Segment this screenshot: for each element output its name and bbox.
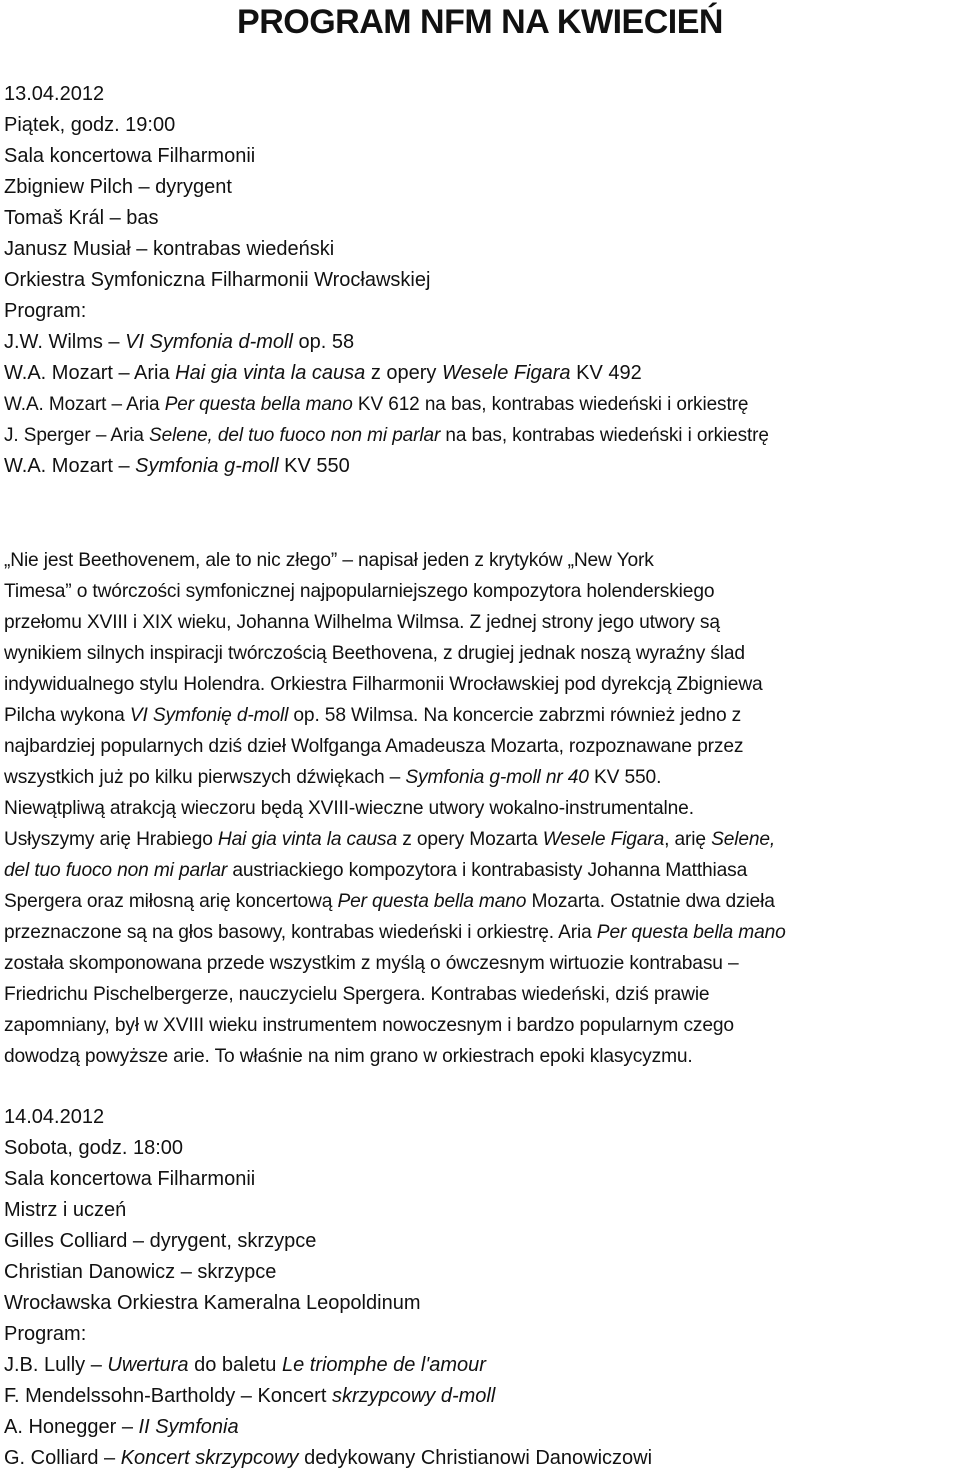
italic-run: Hai gia vinta la causa: [217, 829, 398, 850]
description-line: [4, 576, 959, 607]
text-run: przeznaczone są na głos basowy, kontrabas wiedeński i orkiestrę. Aria: [4, 922, 597, 943]
description-line: [4, 1041, 959, 1072]
event1-program-item: W.A. Mozart – Symfonia g-moll KV 550: [4, 455, 350, 477]
event2-venue: Sala koncertowa Filharmonii: [4, 1168, 256, 1190]
event2-program-item: A. Honegger – II Symfonia: [4, 1416, 239, 1438]
description-line: [4, 638, 959, 669]
description-line: [4, 731, 959, 762]
text-run: austriackiego kompozytora i kontrabasisty Johanna Matthiasa: [227, 860, 748, 881]
text-run: Friedrichu Pischelbergerze, nauczycielu Spergera. Kontrabas wiedeński, dziś prawie: [4, 984, 710, 1005]
event2-day-time: Sobota, godz. 18:00: [4, 1137, 184, 1159]
event1-performer: Zbigniew Pilch – dyrygent: [4, 176, 232, 198]
text-run: indywidualnego stylu Holendra. Orkiestra Filharmonii Wrocławskiej pod dyrekcją Zbigniewa: [4, 674, 763, 695]
text-run: Mozarta. Ostatnie dwa dzieła: [526, 891, 775, 912]
event1-description: [4, 545, 959, 1072]
event2-series: Mistrz i uczeń: [4, 1199, 127, 1221]
text-run: przełomu XVIII i XIX wieku, Johanna Wilhelma Wilmsa. Z jednej strony jego utwory są: [4, 612, 720, 633]
description-line: [4, 824, 959, 855]
event1-day-time: Piątek, godz. 19:00: [4, 114, 176, 136]
event1-date: 13.04.2012: [4, 83, 105, 105]
italic-run: Wesele Figara: [542, 829, 665, 850]
italic-run: del tuo fuoco non mi parlar: [4, 860, 228, 881]
italic-run: Symfonia g-moll nr 40: [405, 767, 589, 788]
event2-program-label: Program:: [4, 1323, 87, 1345]
event1-program-label: Program:: [4, 300, 87, 322]
event1-venue: Sala koncertowa Filharmonii: [4, 145, 256, 167]
text-run: Pilcha wykona: [4, 705, 130, 726]
italic-run: Per questa bella mano: [596, 922, 786, 943]
text-run: z opery Mozarta: [397, 829, 543, 850]
text-run: zapomniany, był w XVIII wieku instrumentem nowoczesnym i bardzo popularnym czego: [4, 1015, 734, 1036]
description-line: [4, 669, 959, 700]
text-run: op. 58 Wilmsa. Na koncercie zabrzmi również jedno z: [288, 705, 742, 726]
event1-program-item: W.A. Mozart – Aria Hai gia vinta la causa z opery Wesele Figara KV 492: [4, 362, 642, 384]
text-run: wynikiem silnych inspiracji twórczością Beethovena, z drugiej jednak noszą wyraźny ślad: [4, 643, 745, 664]
text-run: Timesa” o twórczości symfonicznej najpopularniejszego kompozytora holenderskiego: [4, 581, 715, 602]
italic-run: Selene,: [711, 829, 776, 850]
description-line: [4, 979, 959, 1010]
page-title: PROGRAM NFM NA KWIECIEŃ: [237, 3, 723, 41]
description-line: [4, 700, 959, 731]
event1-program-item: J.W. Wilms – VI Symfonia d-moll op. 58: [4, 331, 355, 353]
italic-run: VI Symfonię d-moll: [129, 705, 289, 726]
event2-program-item: G. Colliard – Koncert skrzypcowy dedykowany Christianowi Danowiczowi: [4, 1447, 653, 1469]
event2-program-item: J.B. Lully – Uwertura do baletu Le triomphe de l'amour: [4, 1354, 486, 1376]
event2-block: [4, 1102, 959, 1474]
text-run: Niewątpliwą atrakcją wieczoru będą XVIII-wieczne utwory wokalno-instrumentalne.: [4, 798, 694, 819]
text-run: została skomponowana przede wszystkim z myślą o ówczesnym wirtuozie kontrabasu –: [4, 953, 739, 974]
description-line: [4, 948, 959, 979]
event1-performer: Tomaš Král – bas: [4, 207, 159, 229]
event1-performer: Janusz Musiał – kontrabas wiedeński: [4, 238, 335, 260]
description-line: [4, 607, 959, 638]
event2-performer: Christian Danowicz – skrzypce: [4, 1261, 277, 1283]
event1-block: [4, 79, 959, 482]
event1-performer: Orkiestra Symfoniczna Filharmonii Wrocławskiej: [4, 269, 431, 291]
text-run: najbardziej popularnych dziś dzieł Wolfganga Amadeusza Mozarta, rozpoznawane przez: [4, 736, 744, 757]
italic-run: Per questa bella mano: [337, 891, 527, 912]
text-run: KV 550.: [588, 767, 662, 788]
event2-performer: Wrocławska Orkiestra Kameralna Leopoldinum: [4, 1292, 421, 1314]
event1-program-item: J. Sperger – Aria Selene, del tuo fuoco non mi parlar na bas, kontrabas wiedeński i orkiestrę: [4, 425, 769, 446]
text-run: „Nie jest Beethovenem, ale to nic złego” – napisał jeden z krytyków „New York: [4, 550, 654, 571]
text-run: wszystkich już po kilku pierwszych dźwiękach –: [4, 767, 406, 788]
description-line: [4, 793, 959, 824]
event1-program-item: W.A. Mozart – Aria Per questa bella mano KV 612 na bas, kontrabas wiedeński i orkiestrę: [4, 394, 749, 415]
event2-program-item: F. Mendelssohn-Bartholdy – Koncert skrzypcowy d-moll: [4, 1385, 496, 1407]
text-run: Spergera oraz miłosną arię koncertową: [4, 891, 338, 912]
event2-date: 14.04.2012: [4, 1106, 105, 1128]
text-run: , arię: [664, 829, 712, 850]
text-run: Usłyszymy arię Hrabiego: [4, 829, 218, 850]
description-line: [4, 545, 959, 576]
description-line: [4, 886, 959, 917]
description-line: [4, 917, 959, 948]
text-run: dowodzą powyższe arie. To właśnie na nim grano w orkiestrach epoki klasycyzmu.: [4, 1046, 693, 1067]
description-line: [4, 762, 959, 793]
event2-performer: Gilles Colliard – dyrygent, skrzypce: [4, 1230, 317, 1252]
description-line: [4, 1010, 959, 1041]
description-line: [4, 855, 959, 886]
